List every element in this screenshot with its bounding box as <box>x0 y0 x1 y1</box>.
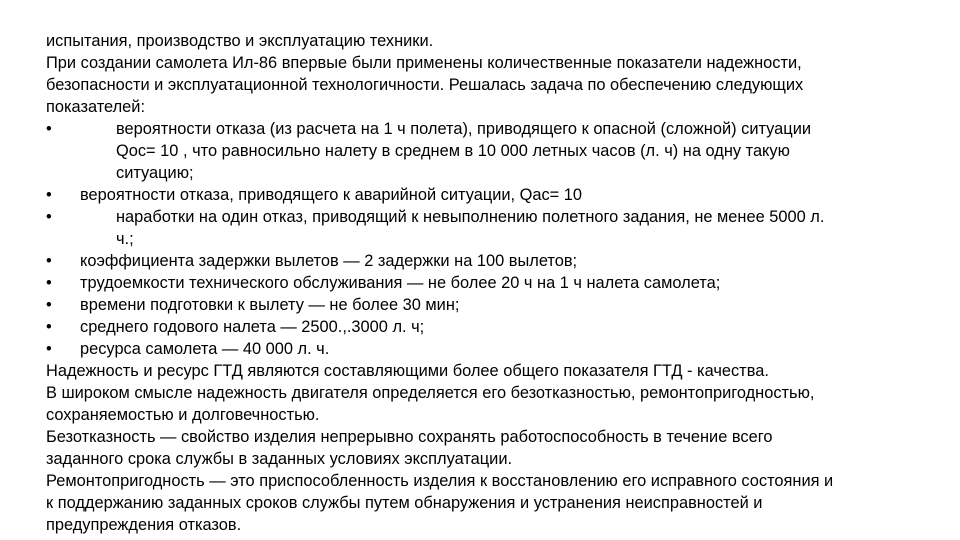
text-line: В широком смысле надежность двигателя определяется его безотказностью, ремонтопригодностью, <box>46 384 815 402</box>
text-line: сохраняемостью и долговечностью. <box>46 406 320 424</box>
bullet-text: наработки на один отказ, приводящий к невыполнению полетного задания, не менее 5000 л. <box>116 208 825 226</box>
text-line: предупреждения отказов. <box>46 516 242 534</box>
text-line: безопасности и эксплуатационной технологичности. Решалась задача по обеспечению следующих <box>46 76 804 94</box>
text-line: показателей: <box>46 98 146 116</box>
bullet-text: ресурса самолета — 40 000 л. ч. <box>80 340 330 358</box>
bullet-marker: • <box>46 252 52 270</box>
text-line: При создании самолета Ил-86 впервые были применены количественные показатели надежности, <box>46 54 802 72</box>
text-line: Ремонтопригодность — это приспособленность изделия к восстановлению его исправного состояния и <box>46 472 834 490</box>
bullet-marker: • <box>46 186 52 204</box>
bullet-text: Qос= 10 , что равносильно налету в среднем в 10 000 летных часов (л. ч) на одну такую <box>116 142 790 160</box>
bullet-marker: • <box>46 340 52 358</box>
bullet-text: коэффициента задержки вылетов — 2 задержки на 100 вылетов; <box>80 252 578 270</box>
text-line: испытания, производство и эксплуатацию техники. <box>46 32 434 50</box>
bullet-marker: • <box>46 296 52 314</box>
bullet-text: трудоемкости технического обслуживания — не более 20 ч на 1 ч налета самолета; <box>80 274 721 292</box>
bullet-marker: • <box>46 208 52 226</box>
bullet-text: ситуацию; <box>116 164 194 182</box>
bullet-text: времени подготовки к вылету — не более 30 мин; <box>80 296 460 314</box>
text-line: заданного срока службы в заданных условиях эксплуатации. <box>46 450 513 468</box>
bullet-text: ч.; <box>116 230 134 248</box>
bullet-marker: • <box>46 274 52 292</box>
text-line: к поддержанию заданных сроков службы путем обнаружения и устранения неисправностей и <box>46 494 763 512</box>
bullet-marker: • <box>46 120 52 138</box>
bullet-marker: • <box>46 318 52 336</box>
text-line: Надежность и ресурс ГТД являются составляющими более общего показателя ГТД - качества. <box>46 362 769 380</box>
bullet-text: вероятности отказа, приводящего к аварийной ситуации, Qас= 10 <box>80 186 583 204</box>
text-line: Безотказность — свойство изделия непрерывно сохранять работоспособность в течение всего <box>46 428 773 446</box>
bullet-text: вероятности отказа (из расчета на 1 ч полета), приводящего к опасной (сложной) ситуации <box>116 120 811 138</box>
bullet-text: среднего годового налета — 2500.,.3000 л. ч; <box>80 318 425 336</box>
